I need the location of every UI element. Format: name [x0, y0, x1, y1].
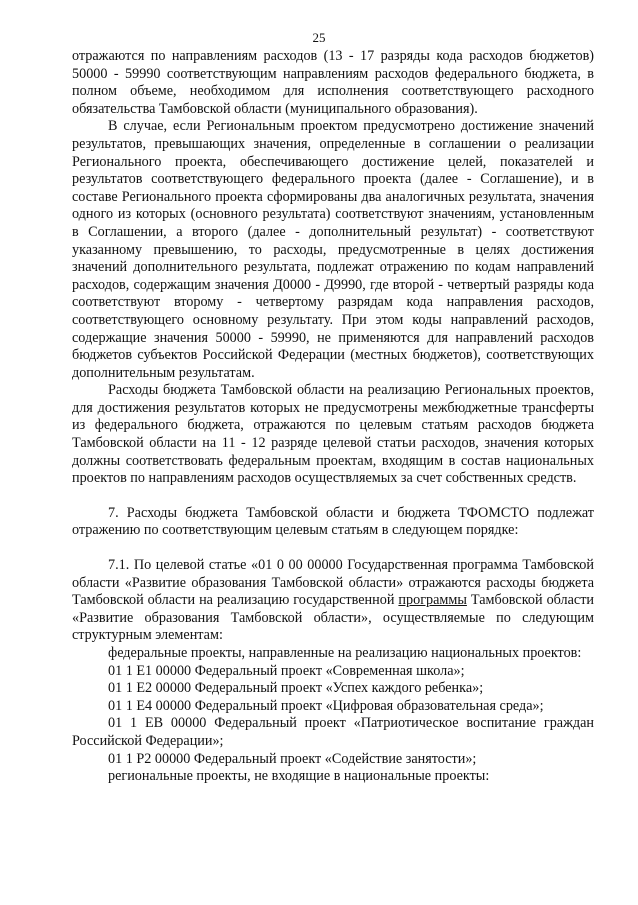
list-item: 01 1 E2 00000 Федеральный проект «Успех каждого ребенка»; [108, 680, 484, 697]
list-item: 01 1 P2 00000 Федеральный проект «Содействие занятости»; [108, 750, 477, 767]
paragraph-section-7: 7. Расходы бюджета Тамбовской области и бюджета ТФОМСТО подлежат отражению по соответствующим целевым статьям в следующем порядке: [72, 504, 594, 539]
page-number: 25 [312, 30, 326, 45]
list-item: 01 1 EB 00000 Федеральный проект «Патриотическое воспитание граждан Российской Федерации»; [72, 715, 594, 749]
list-item: 01 1 E1 00000 Федеральный проект «Современная школа»; [108, 662, 465, 679]
paragraph-regional-project: В случае, если Региональным проектом предусмотрено достижение значений результатов, превышающих значения, определенные в соглашении о реализации Регионального проекта, обеспечивающего достижение целей, показателей и результатов соответствующего федерального проекта (далее - Соглашение), и в составе Регионального проекта сформированы два аналогичных результата, значения одного из которых (основного результата) соответствуют значениям, установленным в Соглашении, а второго (далее - дополнительный результат) - соответствуют указанному превышению, то расходы, предусмотренные в целях достижения значений дополнительного результата, подлежат отражению по кодам направлений расходов, содержащим значения Д0000 - Д9990, где второй - четвертый разряды кода соответствуют второму - четвертому разрядам кода направления расходов, соответствующего основному результату. При этом коды направлений расходов, содержащие значения 50000 - 59990, не применяются для направлений расходов бюджетов субъектов Российской Федерации (местных бюджетов), соответствующих дополнительным результатам. [72, 118, 594, 381]
paragraph-regional-projects-heading: региональные проекты, не входящие в национальные проекты: [108, 768, 490, 785]
paragraph-section-7-1 [72, 557, 594, 645]
paragraph-federal-projects-heading: федеральные проекты, направленные на реализацию национальных проектов: [108, 645, 582, 661]
list-item: 01 1 E4 00000 Федеральный проект «Цифровая образовательная среда»; [108, 697, 544, 714]
section-7-1-text-before: 7.1. По целевой статье «01 0 00 00000 Государственная программа Тамбовской области «Развитие образования Тамбовской области» отражаются расходы бюджета Тамбовской области на реализацию государственной [72, 557, 594, 609]
section-7-1-text-after: Тамбовской области «Развитие образования Тамбовской области», осуществляемые по следующим структурным элементам: [72, 592, 594, 644]
document-body [72, 48, 594, 786]
paragraph-budget-expenses: Расходы бюджета Тамбовской области на реализацию Региональных проектов, для достижения результатов которых не предусмотрены межбюджетные трансферты из федерального бюджета, отражаются по целевым статьям расходов бюджета Тамбовской области на 11 - 12 разряде целевой статьи расходов, значения которых должны соответствовать федеральным проектам, входящим в состав национальных проектов по направлениям расходов осуществляемых за счет собственных средств. [72, 382, 594, 487]
program-link[interactable]: программы [398, 592, 467, 609]
paragraph-continuation: отражаются по направлениям расходов (13 - 17 разряды кода расходов бюджетов) 50000 - 59990 соответствующим направлениям расходов федерального бюджета, в полном объеме, необходимом для исполнения соответствующего расходного обязательства Тамбовской области (муниципального образования). [72, 48, 594, 117]
